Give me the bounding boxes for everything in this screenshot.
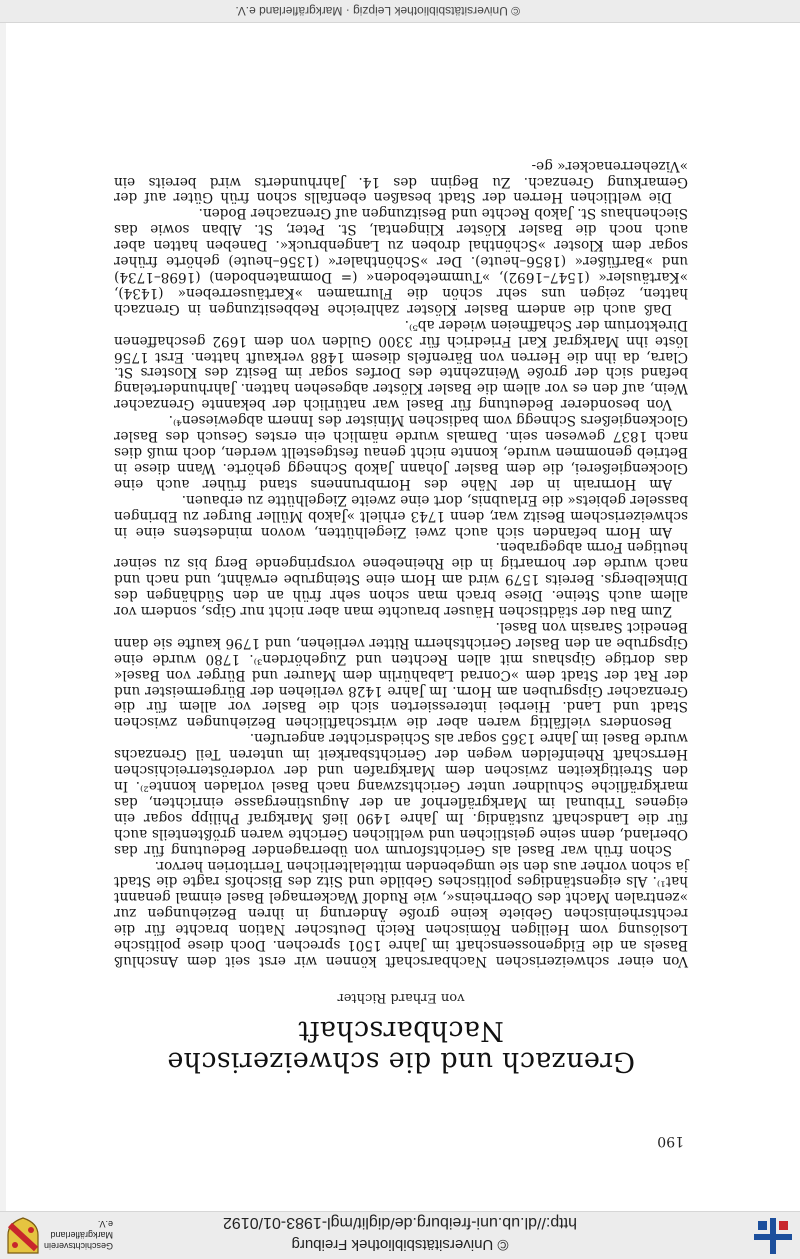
paragraph: Am Hornrain in der Nähe des Hornbrunnens stand früher auch eine Glockengießerei, die dem Basler Johann Jakob Schnegg gehörte. Wann diese in Betrieb genommen wurde, konnte nicht genau festgestellt werden, doch muß dies nach 1837 gewesen sein. Damals wurde nämlich ein erstes Gesuch des Basler Glockengießers Schnegg vom badischen Minister des Innern abgewiesen⁴⁾. <box>114 412 688 492</box>
society-crest-icon <box>6 1217 40 1255</box>
page-content <box>114 157 688 1149</box>
society-name: Geschichtsverein Markgräflerland e.V. <box>44 1219 114 1251</box>
paragraph: Besonders vielfältig waren aber die wirtschaftlichen Beziehungen zwischen Stadt und Land. Hierbei interessierten sich die Basler vor allem für die Grenzacher Gipsgruben am Horn. Im Jahre 1428 verliehen der Bürgermeister und der Rat der Stadt dem »Conrad Labahürlin dem Maurer und Bürger von Basel« das dortige Gipshaus mit allen Rechten und Zugehörden³⁾. 1780 wurde eine Gipsgrube an den Basler Gerichtsherrn Ritter verliehen, und 1796 kaufte sie dann Benedict Sarasin von Basel. <box>114 618 688 731</box>
viewer-footer-bar <box>0 0 800 23</box>
paragraph: Schon früh war Basel als Gerichtsforum von überragender Bedeutung für das Oberland, denn seine geistlichen und weltlichen Gerichte waren größtenteils auch für die Landschaft zuständig. Im Jahre 1490 ließ Markgraf Philipp sogar ein eigenes Tribunal im Markgräflerhof an der Augustinergasse einrichten, das markgräfliche Schuldner unter Gerichtszwang nach Basel vorladen konnte²⁾. In den Streitigkeiten zwischen dem Markgrafen und der vorderösterreichischen Herrschaft Rheinfelden wegen der Gerichtsbarkeit im unteren Teil Grenzachs wurde Basel im Jahre 1365 sogar als Schiedsrichter angerufen. <box>114 730 688 858</box>
article-author: von Erhard Richter <box>337 990 465 1005</box>
paragraph: Zum Bau der städtischen Häuser brauchte man aber nicht nur Gips, sondern vor allem auch Steine. Diese brach man schon sehr früh an den Südhängen des Dinkelbergs. Bereits 1579 wird am Horn eine Steingrube erwähnt, und nach und nach wurde der hornartig in die Rheinebene vorspringende Berg bis zu seiner heutigen Form abgegraben. <box>114 539 688 620</box>
page-url[interactable]: http://dl.ub.uni-freiburg.de/diglit/mgl-1983-01/0192 <box>223 1214 577 1231</box>
paragraph: Von einer schweizerischen Nachbarschaft können wir erst seit dem Anschluß Basels an die Eidgenossenschaft im Jahre 1501 sprechen. Doch diese politische Loslösung vom Heiligen Römischen Reich Deutscher Nation brachte für die rechtsrheinischen Gebiete keine große Änderung in ihren Beziehungen zur »zentralen Macht des Oberrheins«, wie Rudolf Wackernagel Basel einmal genannt hat¹⁾. Als eigenständiges politisches Gebilde und Sitz des Bischofs ragte die Stadt ja schon vorher aus den sie umgebenden mittelalterlichen Territorien hervor. <box>114 857 688 969</box>
page-edge-shadow <box>0 22 6 1211</box>
page-number: 190 <box>657 1133 684 1149</box>
paragraph: Daß auch die andern Basler Klöster zahlreiche Rebbesitzungen in Grenzach hatten, zeigen uns sehr schön die Flurnamen »Kartäuserreben« (1434), »Kartäusler« (1547–1692), »Tummeteboden« (= Dommatenboden) (1698–1734) und »Barfüßer« (1856–heute). Der »Schönthaler« (1356–heute) gehörte früher sogar dem Kloster »Schönthal droben zu Langenbruck«. Daneben hatten aber auch noch die Basler Klöster Klingental, St. Peter, St. Alban sowie das Siechenhaus St. Jakob Rechte und Besitzungen auf Grenzacher Boden. <box>114 205 688 317</box>
library-copyright: © Universitätsbibliothek Freiburg <box>291 1236 509 1253</box>
footer-copyright: © Universitätsbibliothek Leipzig · Markgräflerland e.V. <box>235 4 520 18</box>
article-title: Grenzach und die schweizerische Nachbarschaft <box>167 1015 635 1077</box>
paragraph: Von besonderer Bedeutung für Basel war natürlich der bekannte Grenzacher Wein, auf den es vor allem die Basler Klöster abgesehen hatten. Jahrhundertelang befand sich der große Weinzehnte des Dorfes sogar im Besitz des Klosters St. Clara, da ihn die Herren von Bärenfels diesem 1488 verkauft hatten. Erst 1756 löste ihn Markgraf Karl Friedrich für 3300 Gulden von dem 1692 geschaffenen Direktorium der Schaffneien wieder ab⁵⁾. <box>114 316 688 413</box>
paragraph: Die weltlichen Herren der Stadt besaßen ebenfalls schon früh Güter auf der Gemarkung Grenzach. Zu Beginn des 14. Jahrhunderts wird bereits ein »Vizeherrenacker« ge- <box>114 157 688 206</box>
society-logo[interactable] <box>6 1215 114 1255</box>
paragraph: Am Horn befanden sich auch zwei Ziegelhütten, wovon mindestens eine in schweizerischem Besitz war, denn 1743 erhielt »Jakob Müller Burger zu Ebringen basseler gebiets« die Erlaubnis, dort eine zweite Ziegelhütte zu erbauen. <box>114 491 688 540</box>
viewer-header-bar <box>0 1211 800 1259</box>
